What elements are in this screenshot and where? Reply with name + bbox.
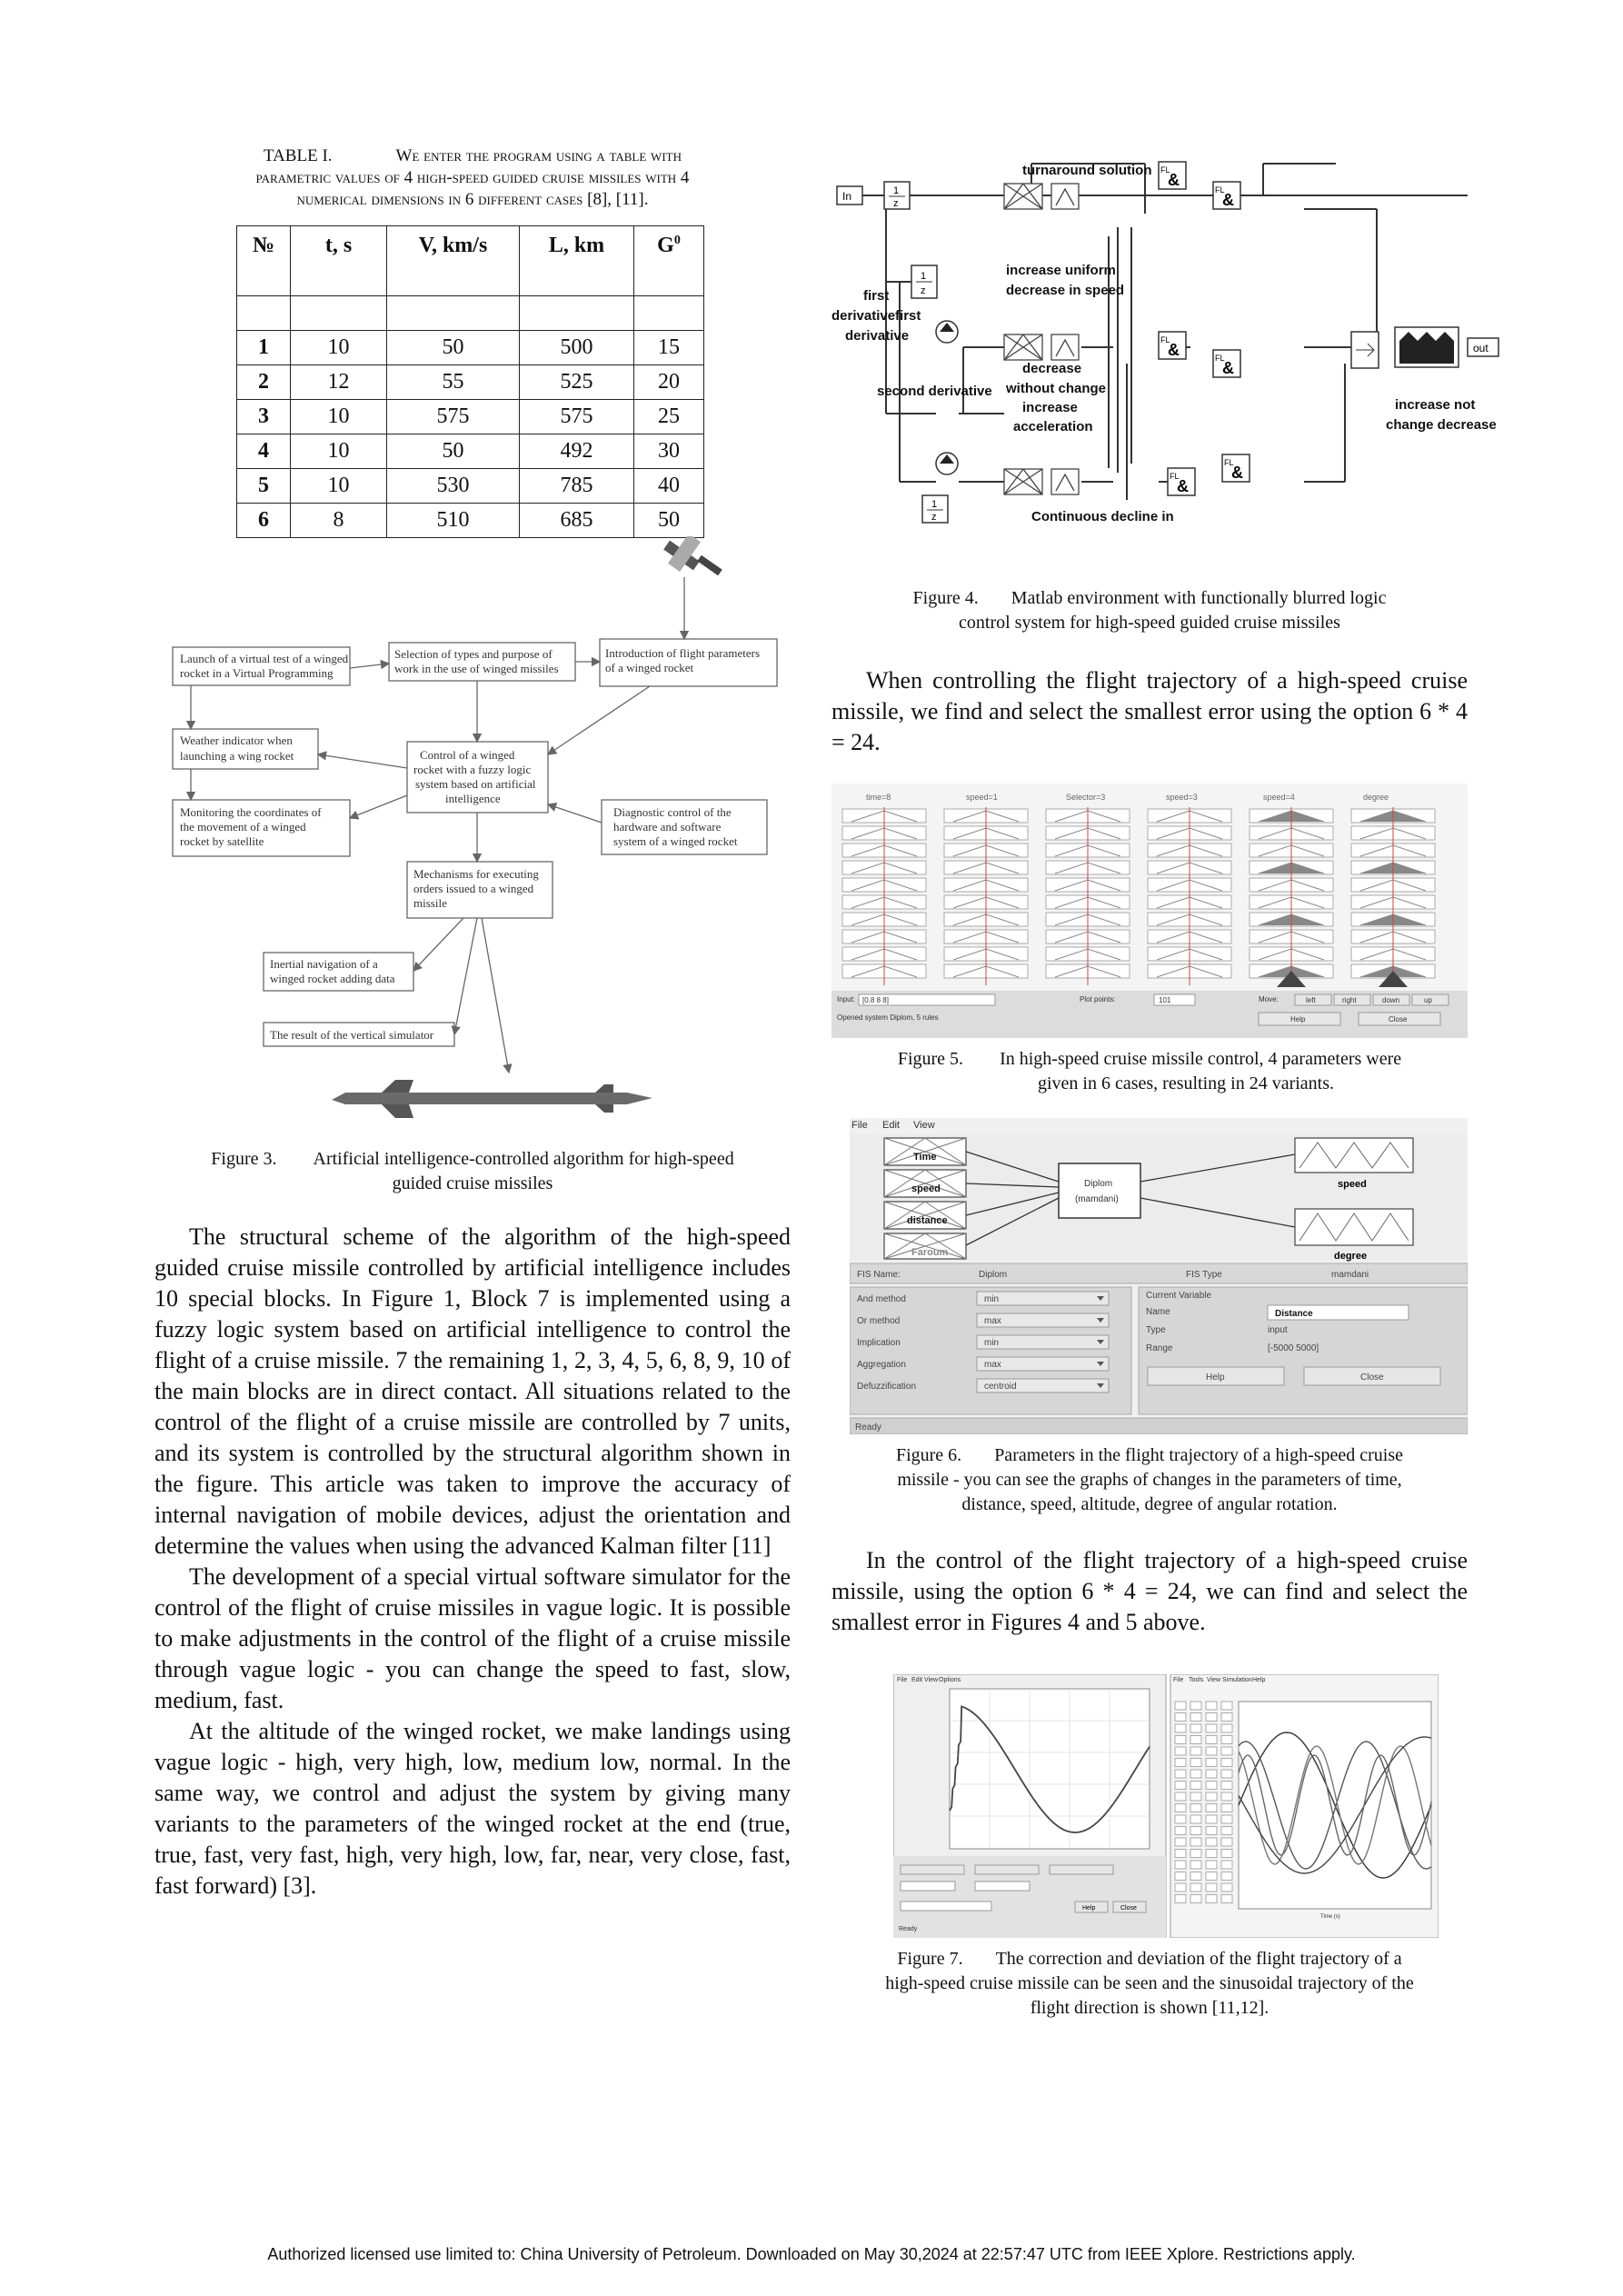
box-control — [407, 742, 548, 813]
svg-text:&: & — [1168, 341, 1180, 359]
svg-text:Diagnostic control of the: Diagnostic control of the — [613, 805, 732, 819]
value-cell — [1206, 1850, 1217, 1858]
svg-text:Tools[interactable]: Tools — [1189, 1677, 1204, 1683]
svg-text:1: 1 — [921, 271, 927, 282]
svg-text:hardware and software: hardware and software — [613, 820, 722, 834]
svg-text:z: z — [893, 198, 899, 209]
value-cell — [1206, 1815, 1217, 1823]
value-cell — [1206, 1883, 1217, 1892]
value-cell — [1221, 1792, 1232, 1801]
svg-text:Opened system Diplom, 5 rules: Opened system Diplom, 5 rules — [837, 1013, 939, 1022]
left-paragraph-2: The development of a special virtual software simulator for the control of the flight of cruise missiles in vague logic. It is possible to make adjustments in the control of the flight of a cruise missile through vague logic - you can change the speed to fast, slow, medium, fast. — [154, 1563, 791, 1713]
value-cell — [1190, 1804, 1201, 1812]
svg-text:Move:: Move: — [1259, 995, 1279, 1003]
fig6-menu-bar — [851, 1120, 935, 1131]
svg-text:Inertial navigation of a: Inertial navigation of a — [270, 957, 378, 971]
right-body-text-1 — [831, 665, 1468, 758]
method-label: Or method — [857, 1316, 901, 1326]
box-launch-l1: Launch of a virtual test of a winged — [180, 652, 349, 665]
svg-text:missile: missile — [413, 896, 447, 910]
fig4-fl-and-blocks — [1159, 162, 1250, 495]
fig4-out-port — [1468, 338, 1499, 356]
svg-text:turnaround solution: turnaround solution — [1022, 163, 1152, 178]
value-cell — [1206, 1872, 1217, 1881]
svg-text:In: In — [842, 190, 852, 203]
license-footer: Authorized licensed use limited to: China University of Petroleum. Downloaded on May 30,2024 at 22:57:47 UTC from IEEE Xplore. Restrictions apply. — [267, 2245, 1356, 2263]
method-value: min — [984, 1294, 1000, 1304]
value-cell — [1221, 1804, 1232, 1812]
value-cell — [1175, 1883, 1186, 1892]
svg-text:Edit[interactable]: Edit — [911, 1677, 923, 1683]
table-row-number: 5 — [237, 469, 291, 504]
value-cell — [1190, 1883, 1201, 1892]
value-cell — [1206, 1713, 1217, 1722]
svg-text:orders issued to a winged: orders issued to a winged — [413, 882, 534, 895]
header-number: № — [237, 226, 291, 296]
svg-text:Diplom: Diplom — [979, 1270, 1008, 1280]
svg-text:right: right — [1342, 996, 1357, 1004]
box-launch-l2: rocket in a Virtual Programming — [180, 666, 334, 680]
svg-text:The result of the vertical sim: The result of the vertical simulator — [270, 1028, 434, 1042]
table-row-number: 1 — [237, 331, 291, 365]
value-cell — [1221, 1736, 1232, 1744]
value-cell — [1190, 1736, 1201, 1744]
value-cell — [1175, 1759, 1186, 1767]
svg-text:Type: Type — [1146, 1325, 1166, 1335]
svg-text:&: & — [1222, 359, 1234, 377]
svg-text:of a winged rocket: of a winged rocket — [605, 661, 694, 674]
value-cell — [1206, 1804, 1217, 1812]
table-label: TABLE I. — [264, 146, 333, 165]
fig6-menu-edit[interactable]: Edit — [882, 1120, 900, 1131]
method-value: max — [984, 1360, 1001, 1370]
value-cell — [1175, 1792, 1186, 1801]
svg-text:Control of a winged: Control of a winged — [420, 748, 515, 762]
svg-text:increase not: increase not — [1395, 397, 1476, 413]
figure4-simulink-diagram — [831, 145, 1504, 527]
svg-text:Mechanisms for executing: Mechanisms for executing — [413, 867, 539, 881]
fig4-delay-block-3 — [922, 495, 948, 523]
svg-text:File[interactable]: File — [897, 1677, 908, 1683]
value-cell — [1221, 1827, 1232, 1835]
right-paragraph-2: In the control of the flight trajectory of a high-speed cruise missile, using the option 6 * 4 = 24, we can find and select the smallest error in Figures 4 and 5 above. — [831, 1547, 1468, 1635]
value-cell — [1190, 1724, 1201, 1732]
value-cell — [1190, 1782, 1201, 1790]
svg-text:Selector=3: Selector=3 — [1066, 793, 1106, 802]
svg-text:Close: Close — [1120, 1905, 1137, 1912]
value-cell — [1206, 1838, 1217, 1846]
svg-text:Help: Help — [1206, 1373, 1225, 1383]
svg-text:intelligence: intelligence — [445, 792, 501, 805]
svg-text:Time: Time — [913, 1152, 937, 1163]
svg-text:speed: speed — [911, 1183, 941, 1194]
svg-text:rocket by satellite: rocket by satellite — [180, 834, 264, 848]
fig4-sum-block-2 — [936, 453, 958, 474]
svg-text:&: & — [1222, 191, 1234, 209]
table-header-row — [237, 226, 704, 296]
svg-text:first: first — [863, 288, 890, 304]
figure6-caption: Figure 6. Parameters in the flight trajectory of a high-speed cruise missile - you can see the graphs of changes in the parameters of time, distance, speed, altitude, degree of angular rotation. — [895, 1445, 1404, 1514]
svg-text:change decrease: change decrease — [1386, 417, 1497, 433]
method-label: And method — [857, 1294, 906, 1304]
table-row — [237, 469, 704, 504]
method-value: min — [984, 1338, 1000, 1348]
svg-text:work in the use of winged miss: work in the use of winged missiles — [394, 662, 559, 675]
fig7-x-label: Time (s) — [1320, 1914, 1340, 1920]
svg-text:mamdani: mamdani — [1331, 1270, 1369, 1280]
svg-text:Weather indicator when: Weather indicator when — [180, 734, 293, 747]
value-cell — [1221, 1724, 1232, 1732]
svg-text:winged rocket adding data: winged rocket adding data — [270, 972, 395, 985]
satellite-icon — [663, 536, 722, 575]
svg-text:degree: degree — [1363, 793, 1389, 802]
svg-text:speed: speed — [1338, 1179, 1367, 1190]
svg-text:acceleration: acceleration — [1013, 419, 1093, 434]
svg-text:Help: Help — [1290, 1015, 1306, 1023]
figure6-fis-editor — [850, 1118, 1468, 1434]
box-weather — [173, 729, 318, 769]
svg-text:derivativefirst: derivativefirst — [831, 308, 921, 324]
svg-text:left: left — [1306, 996, 1316, 1004]
svg-text:decrease: decrease — [1022, 361, 1082, 376]
value-cell — [1190, 1747, 1201, 1755]
value-cell — [1190, 1792, 1201, 1801]
figure3-label: Figure 3. — [211, 1149, 277, 1169]
svg-text:down: down — [1382, 996, 1400, 1004]
value-cell — [1175, 1815, 1186, 1823]
figure4-caption: Figure 4. Matlab environment with functionally blurred logic control system for high-speed guided cruise missiles — [912, 588, 1387, 633]
svg-text:Continuous decline in: Continuous decline in — [1031, 509, 1174, 524]
value-cell — [1221, 1747, 1232, 1755]
value-cell — [1221, 1861, 1232, 1869]
svg-text:Help[interactable]: Help — [1252, 1677, 1266, 1683]
value-cell — [1175, 1736, 1186, 1744]
value-cell — [1175, 1850, 1186, 1858]
svg-text:Plot points:: Plot points: — [1080, 995, 1116, 1003]
svg-text:Diplom: Diplom — [1084, 1179, 1113, 1189]
svg-text:FL: FL — [1215, 185, 1225, 195]
fig4-output-blocks — [1351, 327, 1459, 368]
svg-text:Help: Help — [1082, 1905, 1096, 1912]
table-caption-line3: numerical dimensions in 6 different cases [8], [11]. — [296, 190, 649, 209]
svg-text:launching a wing rocket: launching a wing rocket — [180, 749, 294, 763]
svg-text:up: up — [1424, 996, 1432, 1004]
table-cell: 575 — [520, 400, 634, 434]
fig7-left-menu — [897, 1677, 961, 1683]
table-row-number: 2 — [237, 365, 291, 400]
value-cell — [1221, 1872, 1232, 1881]
value-cell — [1190, 1872, 1201, 1881]
value-cell — [1206, 1747, 1217, 1755]
value-cell — [1175, 1861, 1186, 1869]
svg-text:without change: without change — [1006, 381, 1106, 396]
table-cell: 8 — [291, 504, 387, 538]
fig6-status: Ready — [855, 1423, 881, 1433]
figure5-rule-viewer — [831, 784, 1468, 1038]
left-body-text — [154, 1222, 791, 1902]
right-body-text-2 — [831, 1545, 1468, 1638]
svg-text:Options[interactable]: Options — [939, 1677, 961, 1683]
table-row-number: 3 — [237, 400, 291, 434]
table-cell: 10 — [291, 331, 387, 365]
table-row-number: 4 — [237, 434, 291, 469]
svg-text:(mamdani): (mamdani) — [1075, 1194, 1119, 1204]
header-velocity: V, km/s — [387, 226, 520, 296]
figure5-caption: Figure 5. In high-speed cruise missile control, 4 parameters were given in 6 cases, resulting in 24 variants. — [897, 1049, 1402, 1093]
fig6-menu-file[interactable]: File — [851, 1120, 868, 1131]
value-cell — [1206, 1782, 1217, 1790]
method-label: Aggregation — [857, 1360, 906, 1370]
svg-text:FIS Type: FIS Type — [1186, 1270, 1222, 1280]
table-row — [237, 434, 704, 469]
svg-text:Introduction of flight paramet: Introduction of flight parameters — [605, 646, 761, 660]
value-cell — [1221, 1838, 1232, 1846]
value-cell — [1175, 1895, 1186, 1903]
svg-text:&: & — [1168, 171, 1180, 189]
svg-text:FL: FL — [1215, 354, 1225, 363]
svg-text:[-5000 5000]: [-5000 5000] — [1268, 1343, 1319, 1353]
table-cell: 10 — [291, 400, 387, 434]
value-cell — [1175, 1872, 1186, 1881]
value-cell — [1190, 1815, 1201, 1823]
value-cell — [1221, 1815, 1232, 1823]
value-cell — [1221, 1850, 1232, 1858]
table-cell: 10 — [291, 434, 387, 469]
method-value: max — [984, 1316, 1001, 1326]
svg-text:increase: increase — [1022, 400, 1078, 415]
svg-text:&: & — [1231, 464, 1243, 482]
value-cell — [1206, 1724, 1217, 1732]
box-monitoring — [173, 800, 350, 856]
box-introduction — [600, 639, 777, 686]
table-cell: 20 — [634, 365, 704, 400]
header-degree: $G^0$ — [634, 226, 704, 296]
svg-text:Simulation[interactable]: Simulation — [1222, 1677, 1252, 1683]
svg-text:Input:: Input: — [837, 995, 856, 1003]
value-cell — [1190, 1759, 1201, 1767]
table-cell: 500 — [520, 331, 634, 365]
box-inertial — [264, 953, 413, 991]
table-caption-line1: We enter the program using a table with — [395, 146, 682, 165]
value-cell — [1175, 1724, 1186, 1732]
value-cell — [1221, 1770, 1232, 1778]
svg-text:distance: distance — [907, 1215, 948, 1226]
svg-text:101: 101 — [1159, 996, 1171, 1004]
value-cell — [1175, 1702, 1186, 1710]
svg-text:increase uniform: increase uniform — [1006, 263, 1116, 278]
table-cell: 575 — [387, 400, 520, 434]
table-spacer-row — [237, 296, 704, 331]
fig4-sum-block-1 — [936, 321, 958, 343]
svg-text:derivative: derivative — [845, 328, 910, 344]
table-caption-line2: parametric values of 4 high-speed guided cruise missiles with 4 — [255, 168, 690, 187]
value-cell — [1175, 1747, 1186, 1755]
svg-text:Close: Close — [1360, 1373, 1384, 1383]
value-cell — [1175, 1713, 1186, 1722]
svg-text:z: z — [931, 512, 937, 523]
fig4-delay-block-1 — [884, 182, 910, 209]
svg-text:speed=3: speed=3 — [1166, 793, 1198, 802]
table-cell: 50 — [634, 504, 704, 538]
svg-text:system based on artificial: system based on artificial — [415, 777, 536, 791]
value-cell — [1175, 1838, 1186, 1846]
table-cell: 492 — [520, 434, 634, 469]
box-diagnostic — [602, 800, 767, 854]
figure7-caption: Figure 7. The correction and deviation of the flight trajectory of a high-speed cruise missile can be seen and the sinusoidal trajectory of the flight direction is shown [11,12]. — [885, 1949, 1414, 2018]
right-paragraph-1: When controlling the flight trajectory of a high-speed cruise missile, we find and select the smallest error using the option 6 * 4 = 24. — [831, 667, 1468, 755]
figure7-trajectory-plots — [893, 1674, 1439, 1938]
value-cell — [1221, 1713, 1232, 1722]
svg-text:second derivative: second derivative — [877, 384, 992, 399]
table-cell: 510 — [387, 504, 520, 538]
svg-text:&: & — [1177, 477, 1189, 495]
box-result — [264, 1023, 454, 1046]
value-cell — [1175, 1804, 1186, 1812]
header-time: t, s — [291, 226, 387, 296]
value-cell — [1190, 1861, 1201, 1869]
table-caption — [154, 145, 791, 211]
value-cell — [1175, 1770, 1186, 1778]
svg-text:Faroum: Faroum — [911, 1247, 949, 1258]
table-cell: 15 — [634, 331, 704, 365]
svg-text:Current Variable: Current Variable — [1146, 1291, 1212, 1301]
svg-text:time=8: time=8 — [866, 793, 891, 802]
table-cell: 785 — [520, 469, 634, 504]
svg-text:speed=4: speed=4 — [1263, 793, 1295, 802]
table-cell: 30 — [634, 434, 704, 469]
svg-text:FL: FL — [1170, 472, 1180, 481]
table-cell: 25 — [634, 400, 704, 434]
svg-text:View[interactable]: View — [924, 1677, 939, 1683]
svg-text:FIS Name:: FIS Name: — [857, 1270, 901, 1280]
table-cell: 530 — [387, 469, 520, 504]
missile-icon — [332, 1080, 652, 1118]
box-mechanisms — [407, 862, 553, 918]
table-cell: 55 — [387, 365, 520, 400]
value-cell — [1221, 1883, 1232, 1892]
table-row — [237, 331, 704, 365]
table-cell: 50 — [387, 434, 520, 469]
value-cell — [1206, 1792, 1217, 1801]
value-cell — [1221, 1702, 1232, 1710]
svg-text:rocket with a fuzzy logic: rocket with a fuzzy logic — [413, 763, 532, 776]
box-selection — [389, 643, 575, 681]
value-cell — [1190, 1702, 1201, 1710]
box-launch — [173, 647, 350, 685]
fig4-in-port — [837, 186, 862, 205]
value-cell — [1206, 1702, 1217, 1710]
svg-text:1: 1 — [931, 499, 938, 510]
svg-text:FL: FL — [1224, 458, 1234, 467]
left-paragraph-3: At the altitude of the winged rocket, we make landings using vague logic - high, very high, low, medium low, normal. In the same way, we control and adjust the system by giving many variants to the parameters of the winged rocket at the end (true, true, fast, very fast, high, very high, low, far, near, very close, fast, fast forward) [3]. — [154, 1718, 791, 1899]
value-cell — [1206, 1736, 1217, 1744]
table-row — [237, 504, 704, 538]
figure3-caption: Figure 3. Artificial intelligence-controlled algorithm for high-speed guided cruise missiles — [211, 1149, 734, 1193]
svg-text:speed=1: speed=1 — [966, 793, 998, 802]
svg-text:input: input — [1268, 1325, 1288, 1335]
svg-text:out: out — [1473, 342, 1489, 354]
parameter-table — [236, 225, 704, 538]
table-row — [237, 365, 704, 400]
fig6-menu-view[interactable]: View — [913, 1120, 935, 1131]
value-cell — [1206, 1759, 1217, 1767]
value-cell — [1175, 1827, 1186, 1835]
table-row — [237, 400, 704, 434]
value-cell — [1206, 1770, 1217, 1778]
value-cell — [1221, 1759, 1232, 1767]
figure3-flowchart — [154, 536, 791, 1136]
method-value: centroid — [984, 1382, 1017, 1392]
value-cell — [1175, 1782, 1186, 1790]
value-cell — [1190, 1838, 1201, 1846]
svg-text:the movement of a winged: the movement of a winged — [180, 820, 306, 834]
svg-text:Distance: Distance — [1275, 1309, 1313, 1319]
fig4-mf-blocks — [1004, 184, 1082, 494]
svg-text:decrease in speed: decrease in speed — [1006, 283, 1125, 298]
table-cell: 50 — [387, 331, 520, 365]
svg-text:Name: Name — [1146, 1307, 1170, 1317]
table-cell: 12 — [291, 365, 387, 400]
value-cell — [1190, 1770, 1201, 1778]
fig4-delay-block-2 — [911, 265, 937, 298]
left-paragraph-1: The structural scheme of the algorithm of the high-speed guided cruise missile controlled by artificial intelligence includes 10 special blocks. In Figure 1, Block 7 is implemented using a fuzzy logic system based on artificial intelligence to control the flight of a cruise missile. 7 the remaining 1, 2, 3, 4, 5, 6, 8, 9, 10 of the main blocks are in direct contact. All situations related to the control of the flight of a cruise missile are controlled by 7 units, and its system is controlled by the structural algorithm shown in the figure. This article was taken to improve the accuracy of internal navigation of mobile devices, adjust the orientation and determine the values when using the advanced Kalman filter [11] — [154, 1223, 791, 1559]
method-label: Defuzzification — [857, 1382, 917, 1392]
value-cell — [1206, 1827, 1217, 1835]
table-cell: 10 — [291, 469, 387, 504]
value-cell — [1190, 1827, 1201, 1835]
svg-text:Monitoring the coordinates of: Monitoring the coordinates of — [180, 805, 322, 819]
table-row-number: 6 — [237, 504, 291, 538]
svg-text:degree: degree — [1334, 1251, 1368, 1262]
svg-text:File[interactable]: File — [1173, 1677, 1184, 1683]
svg-text:z: z — [921, 285, 926, 296]
svg-text:Range: Range — [1146, 1343, 1173, 1353]
svg-text:Ready: Ready — [899, 1926, 918, 1932]
svg-text:[0.8 8 8]: [0.8 8 8] — [862, 996, 889, 1004]
value-cell — [1206, 1895, 1217, 1903]
value-cell — [1190, 1850, 1201, 1858]
method-label: Implication — [857, 1338, 901, 1348]
header-length: L, km — [520, 226, 634, 296]
svg-text:Selection of types and purpose: Selection of types and purpose of — [394, 647, 553, 661]
value-cell — [1190, 1895, 1201, 1903]
table-cell: 685 — [520, 504, 634, 538]
svg-text:system of a winged rocket: system of a winged rocket — [613, 834, 738, 848]
value-cell — [1221, 1782, 1232, 1790]
value-cell — [1206, 1861, 1217, 1869]
svg-text:Close: Close — [1389, 1015, 1408, 1023]
svg-text:1: 1 — [893, 185, 900, 196]
svg-text:View[interactable]: View — [1207, 1677, 1221, 1683]
table-cell: 40 — [634, 469, 704, 504]
value-cell — [1190, 1713, 1201, 1722]
fig6-center-block — [1059, 1163, 1140, 1218]
table-cell: 525 — [520, 365, 634, 400]
value-cell — [1221, 1895, 1232, 1903]
svg-text:FL: FL — [1160, 165, 1170, 175]
svg-text:FL: FL — [1160, 335, 1170, 344]
